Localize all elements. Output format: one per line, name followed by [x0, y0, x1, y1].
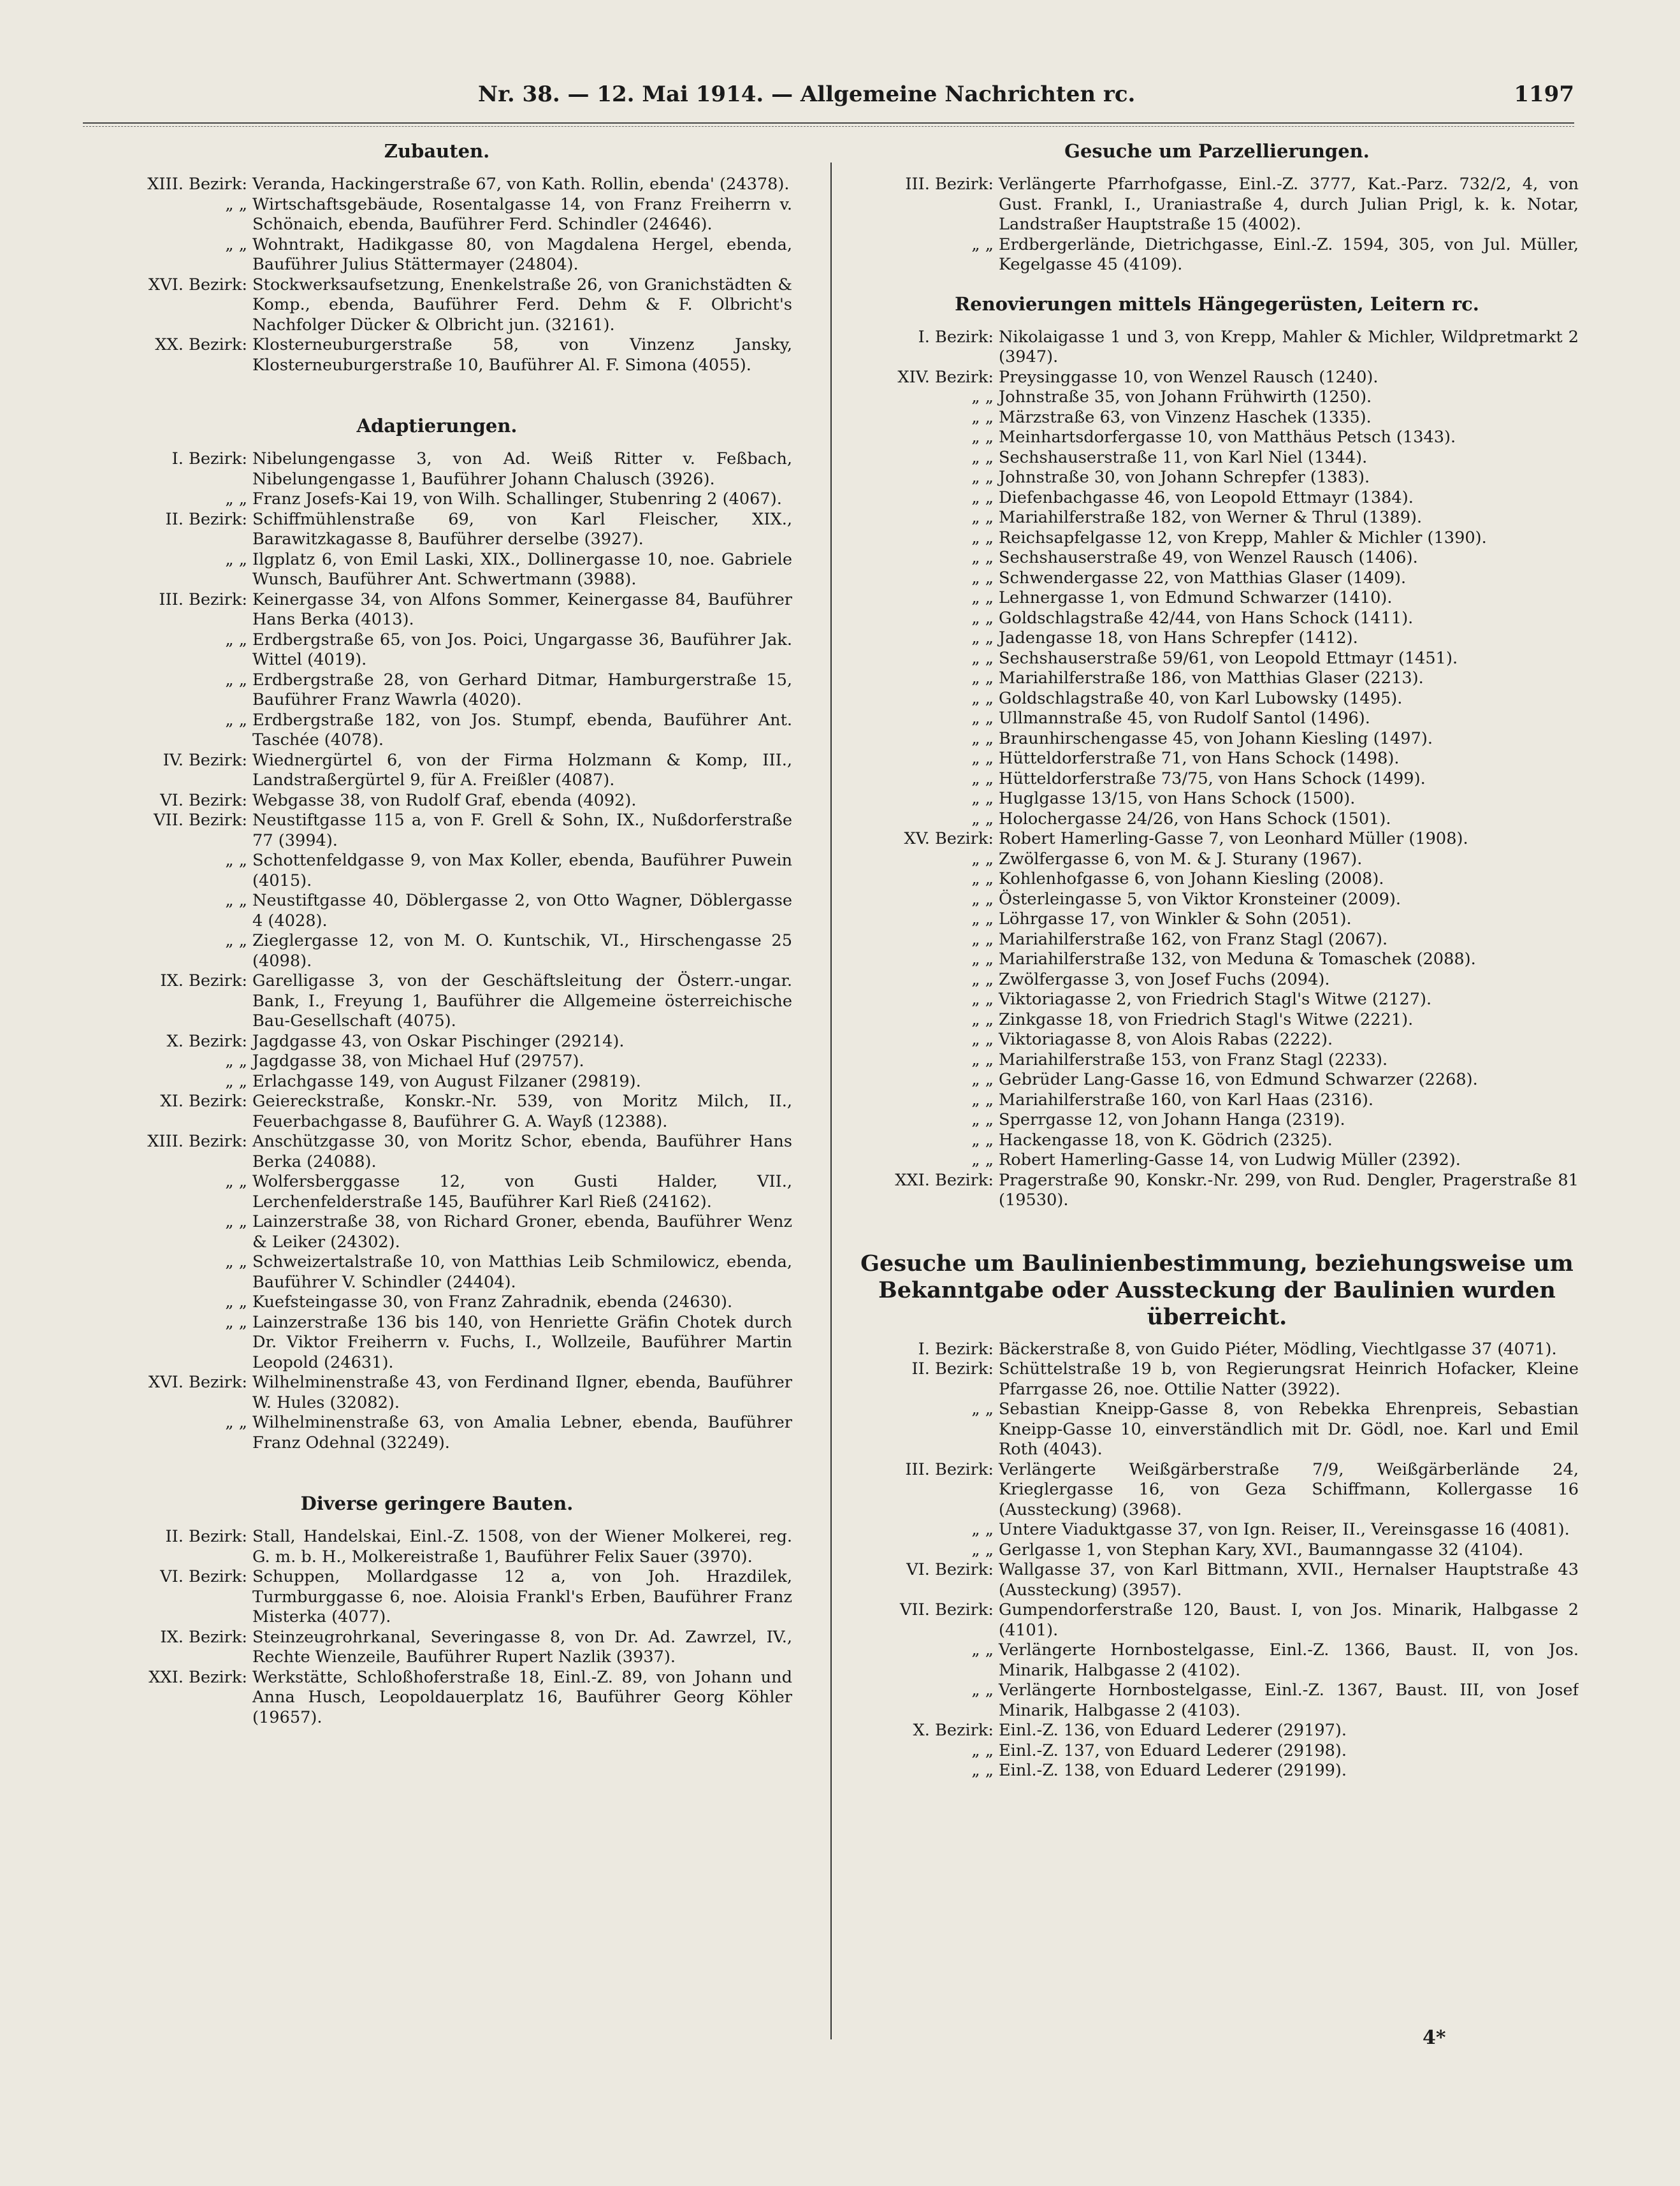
list-item: [82, 449, 792, 489]
list-item: [82, 1413, 792, 1453]
entry-text: Werkstätte, Schloßhoferstraße 18, Einl.-Z. 89, von Johann und Anna Husch, Leopoldauerplatz 16, Bauführer Georg Köhler (19657).: [252, 1667, 792, 1727]
list-item: [855, 609, 1579, 629]
entry-text: Österleingasse 5, von Viktor Kronsteiner (2009).: [999, 889, 1401, 909]
list-item: [855, 1540, 1579, 1561]
entry-text: Steinzeugrohrkanal, Severingasse 8, von Dr. Ad. Zawrzel, IV., Rechte Wienzeile, Bauführer Rupert Nazlik (3937).: [252, 1627, 792, 1667]
district-label: VI. Bezirk:: [160, 790, 247, 810]
entry-text: Wilhelminenstraße 43, von Ferdinand Ilgner, ebenda, Bauführer W. Hules (32082).: [252, 1373, 792, 1412]
district-label: „ „: [971, 428, 994, 447]
district-label: „ „: [971, 969, 994, 989]
section-title: Adaptierungen.: [356, 415, 518, 437]
list-item: [855, 628, 1579, 649]
district-label: II. Bezirk:: [911, 1359, 994, 1379]
district-label: II. Bezirk:: [165, 509, 247, 529]
list-item: [855, 1761, 1579, 1781]
entry-text: Robert Hamerling-Gasse 14, von Ludwig Müller (2392).: [999, 1150, 1461, 1169]
district-label: „ „: [225, 1212, 247, 1231]
district-label: „ „: [971, 1640, 994, 1660]
entry-text: Zwölfergasse 6, von M. & J. Sturany (1967).: [999, 849, 1363, 869]
entry-text: Nikolaigasse 1 und 3, von Krepp, Mahler & Michler, Wildpretmarkt 2 (3947).: [999, 327, 1579, 366]
district-label: „ „: [971, 447, 994, 467]
district-label: „ „: [971, 1010, 994, 1029]
district-label: XXI. Bezirk:: [148, 1667, 247, 1687]
entry-text: Geiereckstraße, Konskr.-Nr. 539, von Moritz Milch, II., Feuerbachgasse 8, Bauführer G. A. Wayß (12388).: [252, 1092, 792, 1131]
district-label: „ „: [971, 869, 994, 888]
list-item: [855, 890, 1579, 910]
entry-text: Johnstraße 35, von Johann Frühwirth (1250).: [999, 387, 1372, 407]
district-label: „ „: [971, 1681, 994, 1700]
right-column: [855, 140, 1579, 2052]
entry-text: Hütteldorferstraße 73/75, von Hans Schock (1499).: [999, 769, 1426, 788]
list-item: [82, 489, 792, 510]
district-label: III. Bezirk:: [905, 175, 994, 194]
district-label: „ „: [971, 568, 994, 588]
district-label: „ „: [225, 670, 247, 690]
entry-text: Kuefsteingasse 30, von Franz Zahradnik, ebenda (24630).: [252, 1292, 733, 1312]
district-label: „ „: [971, 488, 994, 507]
list-item: [855, 1090, 1579, 1111]
district-label: „ „: [225, 549, 247, 569]
list-item: [82, 630, 792, 670]
list-item: [855, 930, 1579, 950]
section-diverse-bauten: [82, 1493, 792, 1728]
district-label: „ „: [971, 1070, 994, 1089]
list-item: [855, 508, 1579, 528]
entry-text: Mariahilferstraße 132, von Meduna & Tomaschek (2088).: [999, 950, 1476, 969]
district-label: „ „: [971, 235, 994, 254]
district-label: „ „: [971, 407, 994, 427]
entry-text: Veranda, Hackingerstraße 67, von Kath. Rollin, ebenda' (24378).: [252, 175, 790, 194]
list-item: [855, 1721, 1579, 1741]
list-item: [855, 1460, 1579, 1521]
entry-text: Sebastian Kneipp-Gasse 8, von Rebekka Ehrenpreis, Sebastian Kneipp-Gasse 10, einverständlich mit Dr. Gödl, noe. Karl und Emil Roth (4043).: [999, 1400, 1579, 1459]
entry-text: Johnstraße 30, von Johann Schrepfer (1383).: [999, 468, 1370, 487]
entry-text: Gumpendorferstraße 120, Baust. I, von Jos. Minarik, Halbgasse 2 (4101).: [999, 1600, 1579, 1640]
district-label: IX. Bezirk:: [160, 1627, 247, 1647]
entry-text: Schweizertalstraße 10, von Matthias Leib Schmilowicz, ebenda, Bauführer V. Schindler (24404).: [252, 1252, 792, 1292]
district-label: „ „: [225, 1052, 247, 1071]
list-item: [855, 729, 1579, 749]
section-adaptierungen: [82, 415, 792, 1453]
list-item: [855, 1070, 1579, 1090]
entry-text: Verlängerte Hornbostelgasse, Einl.-Z. 1367, Baust. III, von Josef Minarik, Halbgasse 2 (4103).: [999, 1681, 1579, 1720]
entry-text: Neustiftgasse 40, Döblergasse 2, von Otto Wagner, Döblergasse 4 (4028).: [252, 891, 792, 930]
district-label: „ „: [225, 931, 247, 950]
district-label: „ „: [971, 1030, 994, 1049]
entry-text: Einl.-Z. 136, von Eduard Lederer (29197).: [999, 1721, 1347, 1740]
list-item: [855, 1010, 1579, 1031]
entry-text: Nibelungengasse 3, von Ad. Weiß Ritter v. Feßbach, Nibelungengasse 1, Bauführer Johann Chalusch (3926).: [252, 449, 792, 489]
district-label: „ „: [225, 1252, 247, 1271]
entry-text: Mariahilferstraße 160, von Karl Haas (2316).: [999, 1090, 1374, 1110]
district-label: VI. Bezirk:: [906, 1560, 994, 1579]
entry-text: Zinkgasse 18, von Friedrich Stagl's Witwe (2221).: [999, 1010, 1414, 1029]
list-item: [855, 1640, 1579, 1681]
district-label: „ „: [971, 929, 994, 949]
list-item: [82, 1212, 792, 1252]
section-title: Gesuche um Baulinienbestimmung, beziehungsweise um Bekanntgabe oder Aussteckung der Baulinien wurden überreicht.: [860, 1250, 1574, 1330]
district-label: „ „: [971, 709, 994, 728]
list-item: [855, 990, 1579, 1010]
list-item: [855, 328, 1579, 368]
district-label: „ „: [971, 1110, 994, 1129]
entry-text: Erdbergstraße 65, von Jos. Poici, Ungargasse 36, Bauführer Jak. Wittel (4019).: [252, 630, 792, 669]
district-label: „ „: [971, 688, 994, 708]
entry-text: Mariahilferstraße 162, von Franz Stagl (2067).: [999, 929, 1388, 949]
list-item: [855, 809, 1579, 830]
entry-text: Wallgasse 37, von Karl Bittmann, XVII., Hernalser Hauptstraße 43 (Aussteckung) (3957).: [999, 1560, 1579, 1600]
entry-text: Robert Hamerling-Gasse 7, von Leonhard Müller (1908).: [999, 829, 1468, 848]
district-label: XXI. Bezirk:: [895, 1170, 994, 1190]
entry-text: Gebrüder Lang-Gasse 16, von Edmund Schwarzer (2268).: [999, 1070, 1478, 1089]
running-header: [83, 82, 1574, 113]
entry-text: Sechshauserstraße 11, von Karl Niel (1344).: [999, 447, 1368, 467]
list-item: [82, 510, 792, 550]
district-label: „ „: [971, 548, 994, 567]
entry-text: Goldschlagstraße 40, von Karl Lubowsky (1495).: [999, 688, 1403, 708]
list-item: [855, 568, 1579, 589]
entry-text: Webgasse 38, von Rudolf Graf, ebenda (4092).: [252, 790, 637, 810]
list-item: [855, 709, 1579, 729]
district-label: I. Bezirk:: [918, 327, 994, 347]
district-label: „ „: [971, 749, 994, 768]
district-label: II. Bezirk:: [165, 1527, 247, 1546]
district-label: „ „: [225, 1312, 247, 1332]
entry-text: Ullmannstraße 45, von Rudolf Santol (1496).: [999, 709, 1370, 728]
list-item: [82, 1628, 792, 1668]
district-label: I. Bezirk:: [918, 1339, 994, 1359]
district-label: „ „: [971, 528, 994, 547]
left-column: [82, 140, 792, 2052]
list-item: [855, 548, 1579, 568]
list-item: [855, 428, 1579, 448]
district-label: XV. Bezirk:: [904, 829, 994, 848]
list-item: [82, 1052, 792, 1072]
list-item: [82, 590, 792, 630]
entry-text: Sechshauserstraße 49, von Wenzel Rausch (1406).: [999, 548, 1418, 567]
entry-text: Mariahilferstraße 153, von Franz Stagl (2233).: [999, 1050, 1388, 1069]
district-label: „ „: [225, 710, 247, 730]
list-item: [855, 1741, 1579, 1762]
page-number: 1197: [1514, 82, 1574, 107]
footnote-mark: 4*: [1423, 2027, 1446, 2049]
list-item: [855, 689, 1579, 709]
list-item: [855, 1600, 1579, 1640]
entry-text: Erdbergerlände, Dietrichgasse, Einl.-Z. 1594, 305, von Jul. Müller, Kegelgasse 45 (4109).: [999, 235, 1579, 274]
entry-text: Sechshauserstraße 59/61, von Leopold Ettmayr (1451).: [999, 648, 1458, 668]
district-label: „ „: [971, 1520, 994, 1539]
entry-text: Märzstraße 63, von Vinzenz Haschek (1335).: [999, 407, 1372, 427]
entry-text: Wilhelminenstraße 63, von Amalia Lebner, ebenda, Bauführer Franz Odehnal (32249).: [252, 1413, 792, 1452]
district-label: „ „: [225, 489, 247, 509]
district-label: „ „: [971, 1540, 994, 1560]
entry-text: Meinhartsdorfergasse 10, von Matthäus Petsch (1343).: [999, 428, 1456, 447]
header-rule: [83, 122, 1574, 127]
list-item: [82, 1313, 792, 1373]
entry-text: Erdbergstraße 28, von Gerhard Ditmar, Hamburgerstraße 15, Bauführer Franz Wawrla (4020).: [252, 670, 792, 709]
list-item: [855, 789, 1579, 809]
district-label: XIV. Bezirk:: [897, 367, 994, 387]
list-item: [855, 175, 1579, 235]
district-label: XVI. Bezirk:: [148, 275, 247, 294]
list-item: [82, 1668, 792, 1728]
list-item: [82, 1132, 792, 1172]
district-label: „ „: [971, 669, 994, 688]
entry-text: Verlängerte Hornbostelgasse, Einl.-Z. 1366, Baust. II, von Jos. Minarik, Halbgasse 2 (4102).: [999, 1640, 1579, 1680]
district-label: I. Bezirk:: [171, 449, 247, 468]
district-label: VII. Bezirk:: [154, 811, 247, 830]
district-label: „ „: [971, 1090, 994, 1110]
entry-text: Schwendergasse 22, von Matthias Glaser (1409).: [999, 568, 1407, 588]
entry-text: Gerlgasse 1, von Stephan Kary, XVI., Baumanngasse 32 (4104).: [999, 1540, 1524, 1560]
list-item: [855, 769, 1579, 790]
list-item: [855, 829, 1579, 850]
district-label: X. Bezirk:: [166, 1031, 247, 1051]
list-item: [855, 1150, 1579, 1171]
section-title: Renovierungen mittels Hängegerüsten, Leitern rc.: [955, 293, 1479, 315]
list-item: [855, 528, 1579, 549]
district-label: IX. Bezirk:: [160, 971, 247, 990]
district-label: III. Bezirk:: [159, 590, 247, 609]
entry-text: Pragerstraße 90, Konskr.-Nr. 299, von Rud. Dengler, Pragerstraße 81 (19530).: [999, 1170, 1579, 1210]
list-item: [855, 950, 1579, 970]
district-label: „ „: [971, 728, 994, 748]
entry-text: Stockwerksaufsetzung, Enenkelstraße 26, von Granichstädten & Komp., ebenda, Bauführer Ferd. Dehm & F. Olbricht's Nachfolger Dücker & Olbricht jun. (32161).: [252, 275, 792, 335]
list-item: [82, 711, 792, 751]
entry-text: Huglgasse 13/15, von Hans Schock (1500).: [999, 789, 1356, 808]
entry-text: Wirtschaftsgebäude, Rosentalgasse 14, von Franz Freiherrn v. Schönaich, ebenda, Bauführer Ferd. Schindler (24646).: [252, 194, 792, 234]
district-label: „ „: [971, 588, 994, 607]
district-label: „ „: [971, 889, 994, 909]
list-item: [82, 1172, 792, 1212]
entry-text: Hütteldorferstraße 71, von Hans Schock (1498).: [999, 749, 1400, 768]
entry-text: Neustiftgasse 115 a, von F. Grell & Sohn, IX., Nußdorferstraße 77 (3994).: [252, 811, 792, 850]
entry-text: Anschützgasse 30, von Moritz Schor, ebenda, Bauführer Hans Berka (24088).: [252, 1132, 792, 1171]
list-item: [855, 1171, 1579, 1211]
list-item: [855, 1340, 1579, 1360]
list-item: [82, 1252, 792, 1292]
list-item: [855, 387, 1579, 408]
district-label: „ „: [971, 1150, 994, 1169]
entry-text: Franz Josefs-Kai 19, von Wilh. Schallinger, Stubenring 2 (4067).: [252, 489, 782, 509]
entry-text: Erdbergstraße 182, von Jos. Stumpf, ebenda, Bauführer Ant. Taschée (4078).: [252, 710, 792, 749]
list-item: [82, 1373, 792, 1413]
entry-text: Jagdgasse 43, von Oskar Pischinger (29214).: [252, 1031, 625, 1051]
entry-text: Hackengasse 18, von K. Gödrich (2325).: [999, 1130, 1333, 1150]
district-label: „ „: [971, 608, 994, 628]
entry-text: Viktoriagasse 2, von Friedrich Stagl's Witwe (2127).: [999, 990, 1432, 1009]
list-item: [82, 175, 792, 195]
entry-text: Untere Viaduktgasse 37, von Ign. Reiser, II., Vereinsgasse 16 (4081).: [999, 1520, 1570, 1539]
district-label: „ „: [971, 648, 994, 668]
district-label: VI. Bezirk:: [160, 1567, 247, 1586]
list-item: [82, 275, 792, 336]
list-item: [82, 1527, 792, 1567]
entry-text: Schuppen, Mollardgasse 12 a, von Joh. Hrazdilek, Turmburggasse 6, noe. Aloisia Frankl's Erben, Bauführer Franz Misterka (4077).: [252, 1567, 792, 1626]
district-label: „ „: [225, 851, 247, 870]
section-title: Zubauten.: [384, 140, 490, 162]
list-item: [82, 1072, 792, 1092]
list-item: [855, 669, 1579, 689]
list-item: [855, 649, 1579, 669]
entry-text: Wohntrakt, Hadikgasse 80, von Magdalena Hergel, ebenda, Bauführer Julius Stättermayer (24804).: [252, 235, 792, 274]
district-label: „ „: [971, 789, 994, 808]
district-label: „ „: [971, 809, 994, 829]
district-label: „ „: [971, 1741, 994, 1760]
district-label: „ „: [971, 1050, 994, 1069]
district-label: „ „: [971, 1400, 994, 1419]
entry-text: Preysinggasse 10, von Wenzel Rausch (1240).: [999, 367, 1379, 387]
district-label: XVI. Bezirk:: [148, 1373, 247, 1392]
entry-text: Keinergasse 34, von Alfons Sommer, Keinergasse 84, Bauführer Hans Berka (4013).: [252, 590, 792, 629]
list-item: [855, 408, 1579, 428]
column-divider: [830, 163, 832, 2039]
district-label: „ „: [225, 1172, 247, 1191]
list-item: [82, 235, 792, 275]
entry-text: Holochergasse 24/26, von Hans Schock (1501).: [999, 809, 1391, 829]
entry-text: Lehnergasse 1, von Edmund Schwarzer (1410).: [999, 588, 1393, 607]
list-item: [855, 1050, 1579, 1071]
list-item: [855, 1030, 1579, 1050]
entry-text: Wolfersberggasse 12, von Gusti Halder, VII., Lerchenfelderstraße 145, Bauführer Karl Rieß (24162).: [252, 1172, 792, 1212]
list-item: [855, 869, 1579, 890]
list-item: [82, 670, 792, 711]
entry-text: Goldschlagstraße 42/44, von Hans Schock (1411).: [999, 608, 1414, 628]
list-item: [82, 550, 792, 590]
list-item: [82, 931, 792, 971]
district-label: XI. Bezirk:: [160, 1092, 247, 1111]
list-item: [855, 588, 1579, 609]
district-label: „ „: [225, 1292, 247, 1312]
entry-text: Lainzerstraße 136 bis 140, von Henriette Gräfin Chotek durch Dr. Viktor Freiherrn v. Fuchs, I., Wollzeile, Bauführer Martin Leopold (24631).: [252, 1312, 792, 1372]
district-label: „ „: [225, 1413, 247, 1432]
section-renovierungen: [855, 293, 1579, 1211]
list-item: [855, 368, 1579, 388]
list-item: [82, 811, 792, 851]
list-item: [855, 488, 1579, 509]
entry-text: Wiednergürtel 6, von der Firma Holzmann & Komp, III., Landstraßergürtel 9, für A. Freißler (4087).: [252, 750, 792, 790]
district-label: „ „: [225, 1071, 247, 1091]
district-label: III. Bezirk:: [905, 1459, 994, 1479]
entry-text: Schüttelstraße 19 b, von Regierungsrat Heinrich Hofacker, Kleine Pfarrgasse 26, noe. Ottilie Natter (3922).: [999, 1359, 1579, 1399]
district-label: XIII. Bezirk:: [147, 175, 247, 194]
entry-text: Viktoriagasse 8, von Alois Rabas (2222).: [999, 1030, 1333, 1049]
entry-text: Lainzerstraße 38, von Richard Groner, ebenda, Bauführer Wenz & Leiker (24302).: [252, 1212, 792, 1252]
entry-text: Kohlenhofgasse 6, von Johann Kiesling (2008).: [999, 869, 1384, 888]
list-item: [855, 1359, 1579, 1400]
list-item: [82, 1032, 792, 1052]
district-label: „ „: [971, 508, 994, 527]
entry-text: Jagdgasse 38, von Michael Huf (29757).: [252, 1052, 584, 1071]
list-item: [82, 1092, 792, 1132]
entry-text: Schiffmühlenstraße 69, von Karl Fleischer, XIX., Barawitzkagasse 8, Bauführer derselbe (3927).: [252, 509, 792, 549]
entry-text: Jadengasse 18, von Hans Schrepfer (1412).: [999, 628, 1358, 648]
list-item: [82, 851, 792, 891]
list-item: [82, 891, 792, 931]
district-label: „ „: [225, 891, 247, 910]
district-label: „ „: [971, 387, 994, 407]
header-title: Nr. 38. — 12. Mai 1914. — Allgemeine Nachrichten rc.: [478, 82, 1136, 107]
list-item: [855, 1520, 1579, 1540]
list-item: [855, 1110, 1579, 1131]
list-item: [855, 749, 1579, 769]
district-label: „ „: [971, 468, 994, 487]
district-label: „ „: [225, 235, 247, 254]
entry-text: Braunhirschengasse 45, von Johann Kiesling (1497).: [999, 728, 1433, 748]
list-item: [855, 970, 1579, 990]
section-baulinien: [855, 1250, 1579, 1781]
section-parzellierungen: [855, 140, 1579, 275]
entry-text: Verlängerte Weißgärberstraße 7/9, Weißgärberlände 24, Krieglergasse 16, von Geza Schiffmann, Kollergasse 16 (Aussteckung) (3968).: [999, 1459, 1579, 1519]
district-label: „ „: [225, 194, 247, 214]
list-item: [855, 235, 1579, 275]
entry-text: Einl.-Z. 138, von Eduard Lederer (29199).: [999, 1761, 1347, 1780]
list-item: [855, 1400, 1579, 1460]
entry-text: Mariahilferstraße 186, von Matthias Glaser (2213).: [999, 669, 1424, 688]
entry-text: Sperrgasse 12, von Johann Hanga (2319).: [999, 1110, 1345, 1129]
entry-text: Stall, Handelskai, Einl.-Z. 1508, von der Wiener Molkerei, reg. G. m. b. H., Molkereistraße 1, Bauführer Felix Sauer (3970).: [252, 1527, 792, 1567]
list-item: [855, 909, 1579, 930]
entry-text: Einl.-Z. 137, von Eduard Lederer (29198).: [999, 1741, 1347, 1760]
list-item: [855, 850, 1579, 870]
list-item: [82, 195, 792, 235]
district-label: „ „: [971, 1130, 994, 1150]
section-title: Diverse geringere Bauten.: [300, 1493, 574, 1514]
entry-text: Mariahilferstraße 182, von Werner & Thrul (1389).: [999, 508, 1423, 527]
entry-text: Klosterneuburgerstraße 58, von Vinzenz Jansky, Klosterneuburgerstraße 10, Bauführer Al. F. Simona (4055).: [252, 335, 792, 375]
list-item: [855, 1131, 1579, 1151]
list-item: [82, 1567, 792, 1628]
entry-text: Reichsapfelgasse 12, von Krepp, Mahler & Michler (1390).: [999, 528, 1487, 547]
list-item: [855, 1681, 1579, 1721]
district-label: „ „: [971, 849, 994, 869]
list-item: [82, 791, 792, 811]
district-label: VII. Bezirk:: [900, 1600, 994, 1619]
entry-text: Schottenfeldgasse 9, von Max Koller, ebenda, Bauführer Puwein (4015).: [252, 851, 792, 890]
entry-text: Zwölfergasse 3, von Josef Fuchs (2094).: [999, 969, 1330, 989]
district-label: „ „: [971, 909, 994, 929]
district-label: X. Bezirk:: [913, 1721, 994, 1740]
list-item: [82, 335, 792, 375]
list-item: [855, 448, 1579, 468]
district-label: XIII. Bezirk:: [147, 1132, 247, 1151]
entry-text: Bäckerstraße 8, von Guido Piéter, Mödling, Viechtlgasse 37 (4071).: [999, 1339, 1557, 1359]
list-item: [855, 468, 1579, 488]
list-item: [82, 1292, 792, 1313]
entry-text: Verlängerte Pfarrhofgasse, Einl.-Z. 3777, Kat.-Parz. 732/2, 4, von Gust. Frankl, I., Uraniastraße 4, durch Julian Prigl, k. k. Notar, Landstraßer Hauptstraße 15 (4002).: [999, 175, 1579, 234]
entry-text: Garelligasse 3, von der Geschäftsleitung der Österr.-ungar. Bank, I., Freyung 1, Bauführer die Allgemeine österreichische Bau-Gesellschaft (4075).: [252, 971, 792, 1031]
entry-text: Löhrgasse 17, von Winkler & Sohn (2051).: [999, 909, 1352, 929]
section-zubauten: [82, 140, 792, 375]
list-item: [82, 971, 792, 1032]
district-label: „ „: [971, 1761, 994, 1780]
district-label: „ „: [971, 628, 994, 648]
entry-text: Zieglergasse 12, von M. O. Kuntschik, VI., Hirschengasse 25 (4098).: [252, 931, 792, 971]
district-label: XX. Bezirk:: [155, 335, 247, 354]
district-label: „ „: [971, 990, 994, 1009]
district-label: „ „: [971, 769, 994, 788]
entry-text: Erlachgasse 149, von August Filzaner (29819).: [252, 1071, 641, 1091]
list-item: [855, 1560, 1579, 1600]
list-item: [82, 751, 792, 791]
district-label: IV. Bezirk:: [163, 750, 247, 770]
district-label: „ „: [225, 630, 247, 649]
district-label: „ „: [971, 950, 994, 969]
entry-text: Diefenbachgasse 46, von Leopold Ettmayr (1384).: [999, 488, 1414, 507]
section-title: Gesuche um Parzellierungen.: [1064, 140, 1370, 162]
entry-text: Ilgplatz 6, von Emil Laski, XIX., Dollinergasse 10, noe. Gabriele Wunsch, Bauführer Ant. Schwertmann (3988).: [252, 549, 792, 589]
